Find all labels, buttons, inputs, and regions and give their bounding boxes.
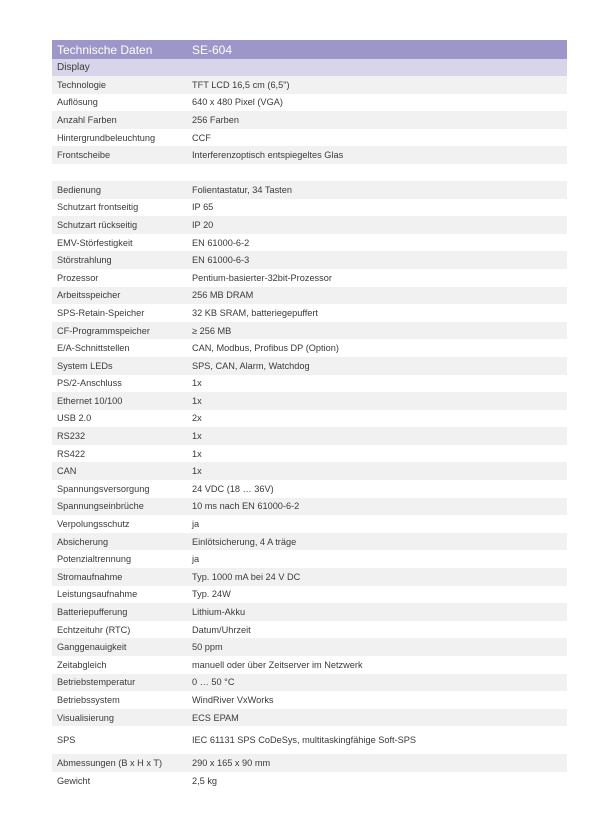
- table-row: [52, 674, 567, 692]
- spec-label: Betriebssystem: [57, 694, 120, 705]
- spec-label: Anzahl Farben: [57, 114, 117, 125]
- spec-value: 1x: [192, 378, 202, 389]
- spec-value: 32 KB SRAM, batteriegepuffert: [192, 307, 318, 318]
- spec-value: Einlötsicherung, 4 A träge: [192, 536, 297, 547]
- table-row: [52, 568, 567, 586]
- spec-value: Interferenzoptisch entspiegeltes Glas: [192, 150, 344, 161]
- spec-label: Spannungsversorgung: [57, 483, 150, 494]
- spec-label: Absicherung: [57, 536, 109, 547]
- spec-value: ≥ 256 MB: [192, 325, 232, 336]
- table-row: [52, 375, 567, 393]
- spec-value: TFT LCD 16,5 cm (6,5"): [192, 79, 290, 90]
- spec-value: 1x: [192, 431, 202, 442]
- spec-label: Hintergrundbeleuchtung: [57, 132, 156, 143]
- spec-value: 640 x 480 Pixel (VGA): [192, 97, 283, 108]
- table-row: [52, 76, 567, 94]
- spec-label: Arbeitsspeicher: [57, 290, 121, 301]
- spec-label: SPS: [57, 735, 76, 746]
- table-row: [52, 754, 567, 772]
- spec-label: Schutzart frontseitig: [57, 202, 139, 213]
- spec-value: Lithium-Akku: [192, 607, 246, 618]
- table-row: [52, 357, 567, 375]
- spec-value: Typ. 24W: [192, 589, 231, 600]
- spec-value: CCF: [192, 132, 211, 143]
- spec-label: Gewicht: [57, 775, 91, 786]
- spec-value: 256 Farben: [192, 114, 239, 125]
- spec-value: 1x: [192, 466, 202, 477]
- spec-label: Bedienung: [57, 184, 101, 195]
- table-row: [52, 603, 567, 621]
- spec-label: Echtzeituhr (RTC): [57, 624, 131, 635]
- table-row: [52, 339, 567, 357]
- spec-label: Leistungsaufnahme: [57, 589, 138, 600]
- table-row: [52, 709, 567, 727]
- spec-label: Potenzialtrennung: [57, 554, 132, 565]
- spec-value: 24 VDC (18 … 36V): [192, 483, 274, 494]
- spec-label: USB 2.0: [57, 413, 92, 424]
- spec-label: Störstrahlung: [57, 255, 112, 266]
- table-row: [52, 445, 567, 463]
- spec-value: Typ. 1000 mA bei 24 V DC: [192, 571, 301, 582]
- spec-value: 1x: [192, 395, 202, 406]
- spec-value: 10 ms nach EN 61000-6-2: [192, 501, 300, 512]
- spec-label: Prozessor: [57, 272, 99, 283]
- header-title: Technische Daten: [57, 42, 153, 57]
- spec-value: IP 20: [192, 219, 214, 230]
- spec-value: 290 x 165 x 90 mm: [192, 758, 271, 769]
- spec-label: Abmessungen (B x H x T): [57, 758, 163, 769]
- table-row: [52, 129, 567, 147]
- spec-value: 50 ppm: [192, 642, 223, 653]
- spec-label: Ganggenauigkeit: [57, 642, 127, 653]
- spec-label: Verpolungsschutz: [57, 519, 130, 530]
- spec-label: CF-Programmspeicher: [57, 325, 150, 336]
- table-row: [52, 111, 567, 129]
- spec-value: Datum/Uhrzeit: [192, 624, 251, 635]
- spec-label: Ethernet 10/100: [57, 395, 123, 406]
- table-row: [52, 269, 567, 287]
- spec-label: Technologie: [57, 79, 107, 90]
- table-row: [52, 216, 567, 234]
- table-row: [52, 181, 567, 199]
- table-row: [52, 427, 567, 445]
- table-row: [52, 691, 567, 709]
- spec-label: Zeitabgleich: [57, 659, 107, 670]
- spec-label: Visualisierung: [57, 712, 115, 723]
- spec-label: Batteriepufferung: [57, 607, 128, 618]
- spec-value: ja: [192, 519, 200, 530]
- spec-value: ja: [192, 554, 200, 565]
- display-rows: [52, 76, 567, 164]
- table-row: [52, 498, 567, 516]
- table-row: [52, 287, 567, 305]
- spec-label: Spannungseinbrüche: [57, 501, 144, 512]
- table-row: [52, 410, 567, 428]
- spec-value: SPS, CAN, Alarm, Watchdog: [192, 360, 310, 371]
- spec-label: SPS-Retain-Speicher: [57, 307, 145, 318]
- spec-label: Frontscheibe: [57, 150, 111, 161]
- table-row: [52, 533, 567, 551]
- spec-label: Schutzart rückseitig: [57, 219, 138, 230]
- table-row: [52, 322, 567, 340]
- spec-value: 2,5 kg: [192, 775, 218, 786]
- table-row: [52, 304, 567, 322]
- table-row: [52, 515, 567, 533]
- spec-value: EN 61000-6-3: [192, 255, 250, 266]
- spec-label: RS232: [57, 431, 86, 442]
- spec-label: System LEDs: [57, 360, 113, 371]
- spec-label: E/A-Schnittstellen: [57, 343, 130, 354]
- spec-label: PS/2-Anschluss: [57, 378, 122, 389]
- spec-value: 2x: [192, 413, 202, 424]
- spec-sheet: [52, 40, 567, 790]
- spec-value: WindRiver VxWorks: [192, 694, 274, 705]
- spec-value: manuell oder über Zeitserver im Netzwerk: [192, 659, 363, 670]
- spec-label: RS422: [57, 448, 86, 459]
- spec-rows: [52, 181, 567, 790]
- table-row: [52, 726, 567, 754]
- table-row: [52, 550, 567, 568]
- spec-value: 256 MB DRAM: [192, 290, 254, 301]
- spec-value: 1x: [192, 448, 202, 459]
- table-row: [52, 586, 567, 604]
- table-row: [52, 146, 567, 164]
- spec-value: CAN, Modbus, Profibus DP (Option): [192, 343, 339, 354]
- section-heading-display: Display: [52, 59, 567, 76]
- spec-value: IP 65: [192, 202, 214, 213]
- spec-value: IEC 61131 SPS CoDeSys, multitaskingfähige Soft-SPS: [192, 735, 417, 746]
- spec-value: Folientastatur, 34 Tasten: [192, 184, 292, 195]
- spec-label: Betriebstemperatur: [57, 677, 136, 688]
- table-row: [52, 621, 567, 639]
- table-row: [52, 94, 567, 112]
- table-row: [52, 772, 567, 790]
- table-row: [52, 234, 567, 252]
- spec-label: CAN: [57, 466, 77, 477]
- spec-value: ECS EPAM: [192, 712, 239, 723]
- table-row: [52, 392, 567, 410]
- table-row: [52, 638, 567, 656]
- table-row: [52, 656, 567, 674]
- spec-label: EMV-Störfestigkeit: [57, 237, 133, 248]
- table-header: [52, 40, 567, 59]
- spec-label: Stromaufnahme: [57, 571, 123, 582]
- table-row: [52, 462, 567, 480]
- header-model: SE-604: [192, 42, 233, 57]
- spec-label: Auflösung: [57, 97, 98, 108]
- spacer: [52, 164, 567, 181]
- spec-value: EN 61000-6-2: [192, 237, 250, 248]
- table-row: [52, 251, 567, 269]
- spec-value: 0 … 50 °C: [192, 677, 235, 688]
- table-row: [52, 199, 567, 217]
- table-row: [52, 480, 567, 498]
- spec-value: Pentium-basierter-32bit-Prozessor: [192, 272, 332, 283]
